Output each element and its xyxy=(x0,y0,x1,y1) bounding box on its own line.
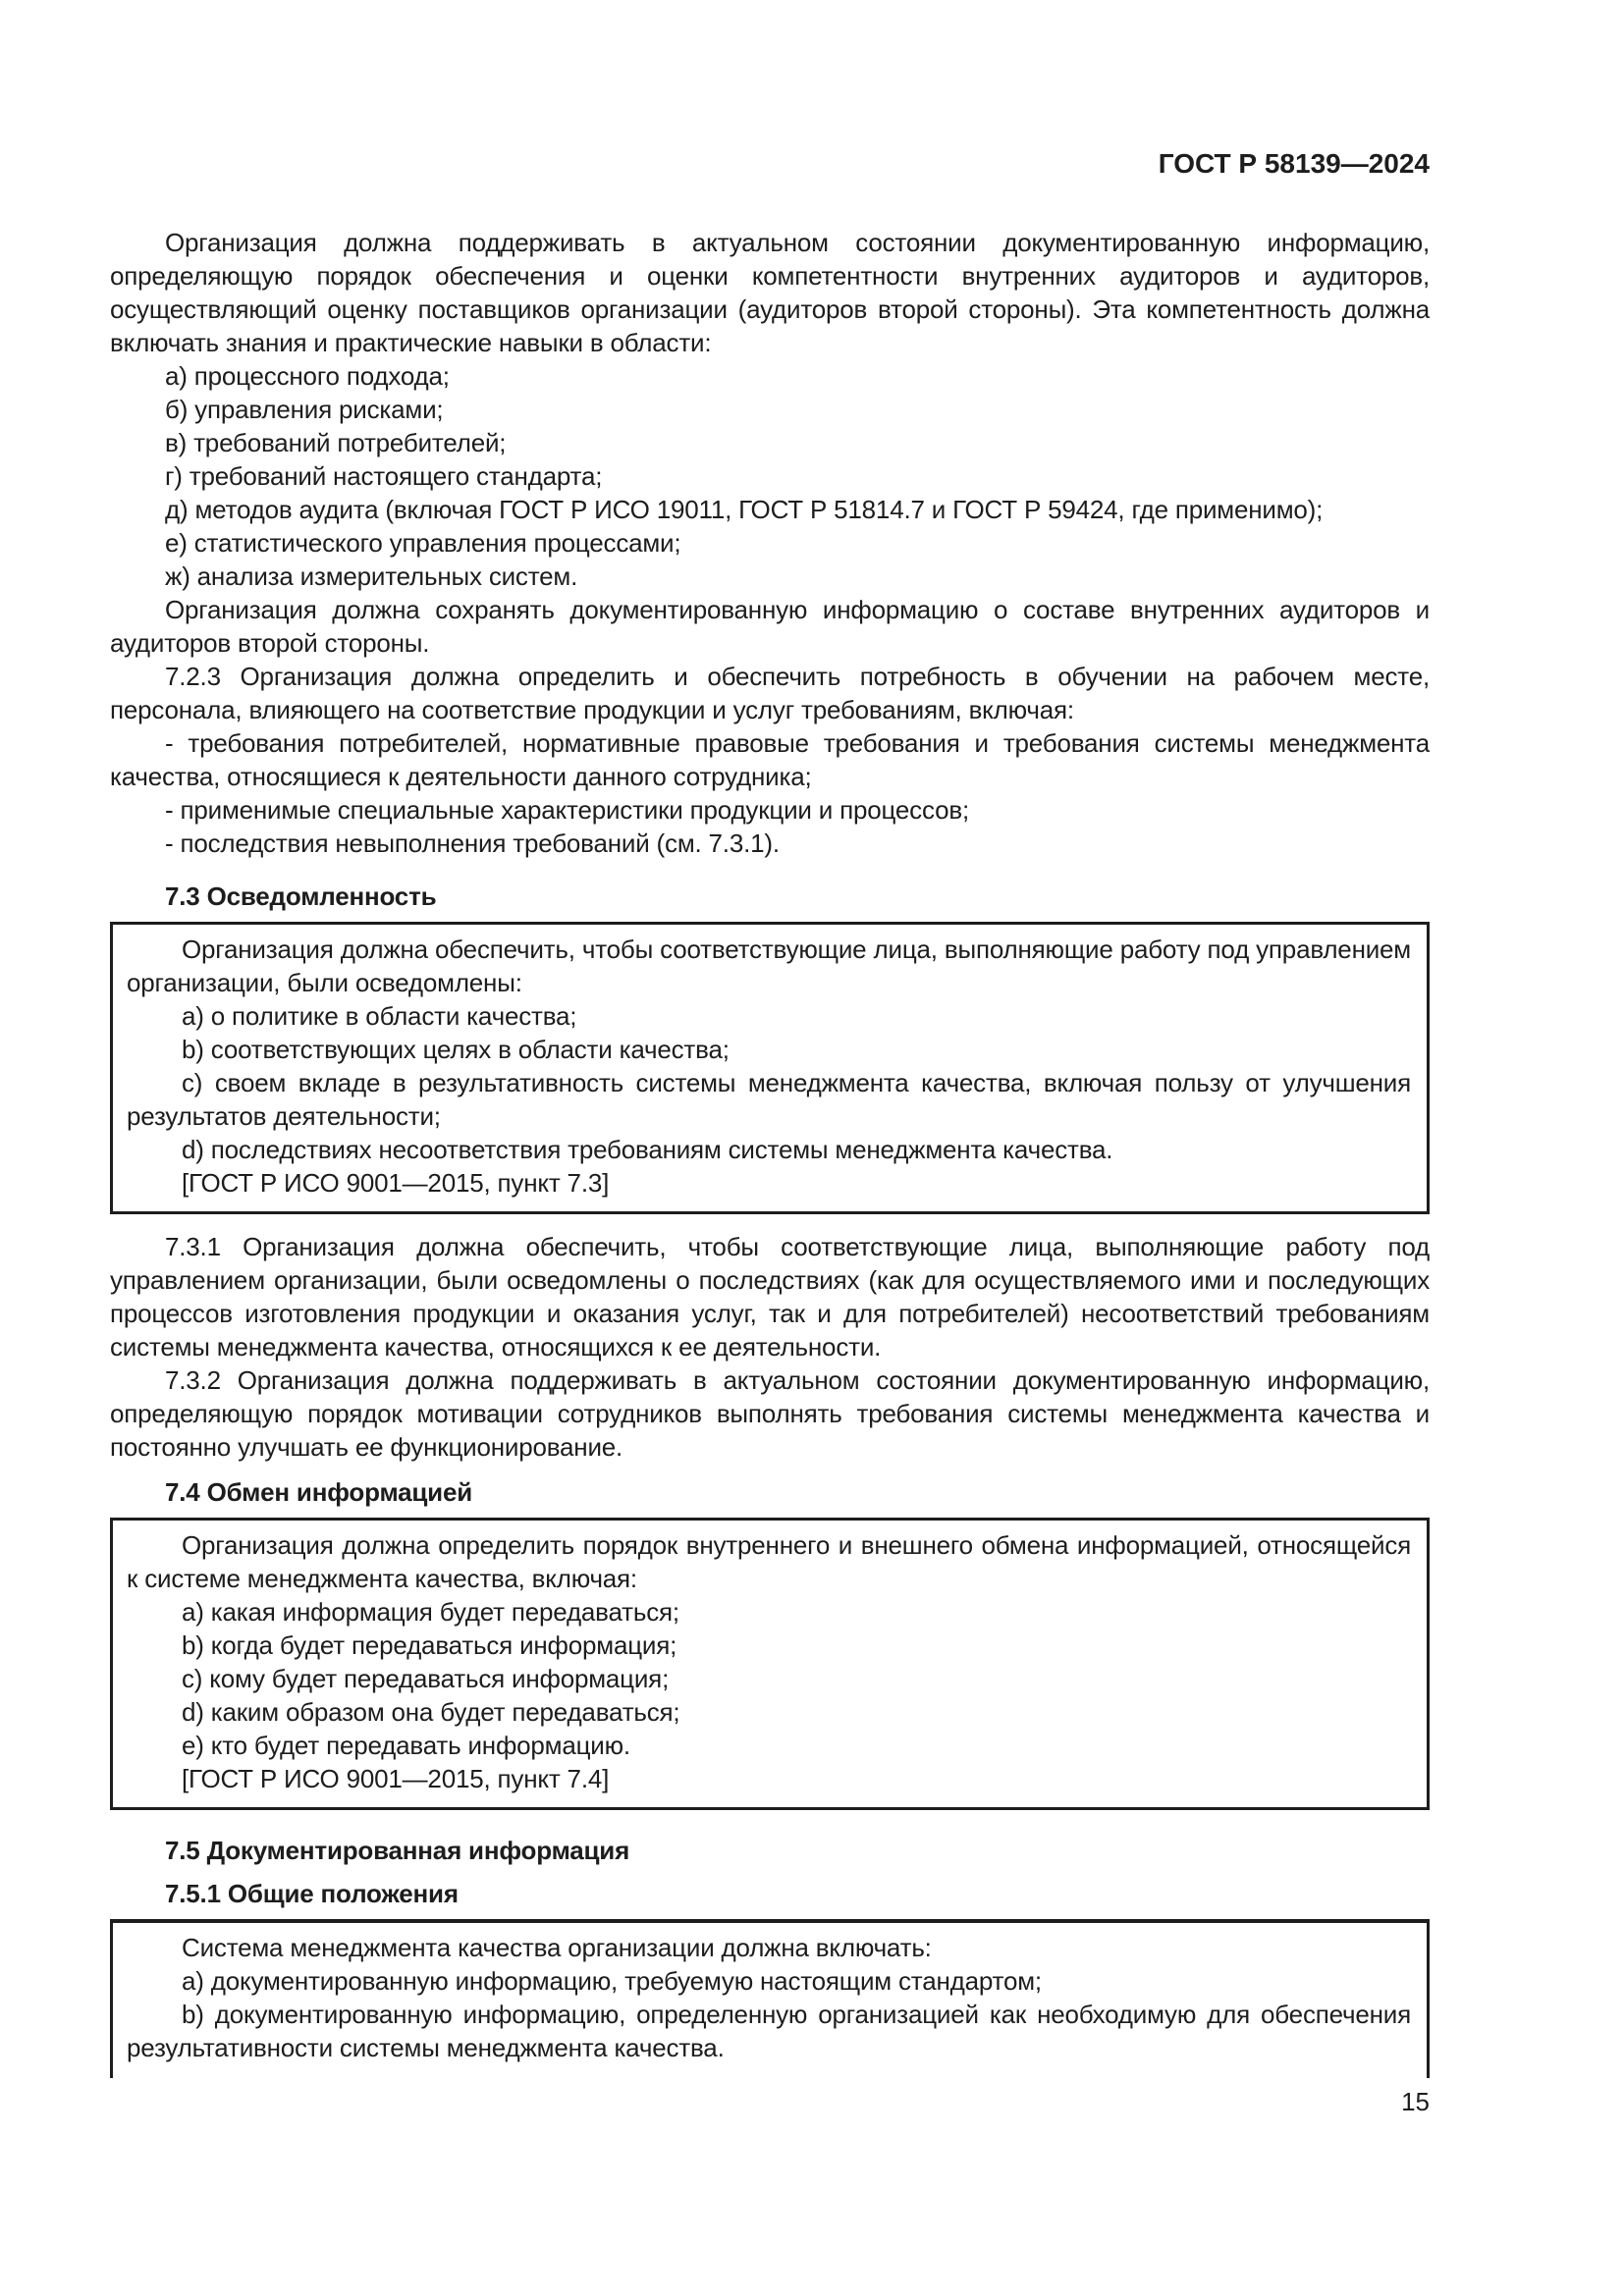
list-item-competence-g: г) требований настоящего стандарта; xyxy=(165,461,603,491)
list-item-competence-a: а) процессного подхода; xyxy=(165,361,450,391)
requirement-box-7-4 xyxy=(110,1518,1430,1810)
list-item-competence-e: е) статистического управления процессами; xyxy=(165,528,681,558)
list-item-competence-v: в) требований потребителей; xyxy=(165,428,507,457)
requirement-box-7-5-1 xyxy=(110,1919,1430,2078)
list-item-competence-d: д) методов аудита (включая ГОСТ Р ИСО 19011, ГОСТ Р 51814.7 и ГОСТ Р 59424, где применимо); xyxy=(165,495,1324,524)
doc-code-header: ГОСТ Р 58139—2024 xyxy=(1158,148,1430,179)
box-7-4-item-a: a) какая информация будет передаваться; xyxy=(182,1597,679,1627)
paragraph-7-2-3: 7.2.3 Организация должна определить и обеспечить потребность в обучении на рабочем месте, персонала, влияющего на соответствие продукции и услуг требованиям, включая: xyxy=(110,662,1430,724)
box-7-3-item-b: b) соответствующих целях в области качества; xyxy=(182,1035,730,1064)
section-heading-7-4: 7.4 Обмен информацией xyxy=(165,1477,473,1507)
dash-item-2: - применимые специальные характеристики продукции и процессов; xyxy=(165,795,969,825)
box-7-4-intro: Организация должна определить порядок внутреннего и внешнего обмена информацией, относящейся к системе менеджмента качества, включая: xyxy=(127,1530,1411,1593)
page-number: 15 xyxy=(1401,2087,1430,2116)
section-heading-7-5: 7.5 Документированная информация xyxy=(165,1836,630,1865)
box-7-3-item-d: d) последствиях несоответствия требованиям системы менеджмента качества. xyxy=(182,1135,1113,1164)
section-heading-7-3: 7.3 Осведомленность xyxy=(165,881,437,911)
box-7-4-item-d: d) каким образом она будет передаваться; xyxy=(182,1697,680,1727)
box-7-4-item-e: e) кто будет передавать информацию. xyxy=(182,1731,630,1760)
box-7-5-1-item-a: a) документированную информацию, требуемую настоящим стандартом; xyxy=(182,1966,1042,1996)
paragraph-7-3-1: 7.3.1 Организация должна обеспечить, чтобы соответствующие лица, выполняющие работу под управлением организации, были осведомлены о последствиях (как для осуществляемого ими и последующих процессов изготовления продукции и оказания услуг, так и для потребителей) несоответствий требованиям системы менеджмента качества, относящихся к ее деятельности. xyxy=(110,1232,1430,1362)
box-7-3-item-c: c) своем вкладе в результативность системы менеджмента качества, включая пользу от улучшения результатов деятельности; xyxy=(127,1068,1411,1131)
box-7-4-citation: [ГОСТ Р ИСО 9001—2015, пункт 7.4] xyxy=(182,1764,610,1793)
paragraph-retain-info: Организация должна сохранять документированную информацию о составе внутренних аудиторов и аудиторов второй стороны. xyxy=(110,595,1430,658)
dash-item-1: - требования потребителей, нормативные правовые требования и требования системы менеджмента качества, относящиеся к деятельности данного сотрудника; xyxy=(110,728,1430,791)
list-item-competence-zh: ж) анализа измерительных систем. xyxy=(165,561,578,591)
box-7-4-item-b: b) когда будет передаваться информация; xyxy=(182,1630,677,1660)
page-content xyxy=(110,147,1430,2078)
box-7-3-citation: [ГОСТ Р ИСО 9001—2015, пункт 7.3] xyxy=(182,1168,610,1198)
box-7-5-1-item-b: b) документированную информацию, определенную организацией как необходимую для обеспечения результативности системы менеджмента качества. xyxy=(127,2000,1411,2062)
box-7-3-intro: Организация должна обеспечить, чтобы соответствующие лица, выполняющие работу под управлением организации, были осведомлены: xyxy=(127,934,1411,997)
paragraph-competence-intro: Организация должна поддерживать в актуальном состоянии документированную информацию, определяющую порядок обеспечения и оценки компетентности внутренних аудиторов и аудиторов, осуществляющий оценку поставщиков организации (аудиторов второй стороны). Эта компетентность должна включать знания и практические навыки в области: xyxy=(110,228,1430,357)
section-heading-7-5-1: 7.5.1 Общие положения xyxy=(165,1879,459,1908)
box-7-3-item-a: a) о политике в области качества; xyxy=(182,1001,577,1031)
requirement-box-7-3 xyxy=(110,922,1430,1214)
box-7-5-1-intro: Система менеджмента качества организации должна включать: xyxy=(182,1933,932,1962)
box-7-4-item-c: c) кому будет передаваться информация; xyxy=(182,1664,670,1693)
list-item-competence-b: б) управления рисками; xyxy=(165,395,444,424)
paragraph-7-3-2: 7.3.2 Организация должна поддерживать в актуальном состоянии документированную информацию, определяющую порядок мотивации сотрудников выполнять требования системы менеджмента качества и постоянно улучшать ее функционирование. xyxy=(110,1365,1430,1462)
dash-item-3: - последствия невыполнения требований (см. 7.3.1). xyxy=(165,828,780,858)
